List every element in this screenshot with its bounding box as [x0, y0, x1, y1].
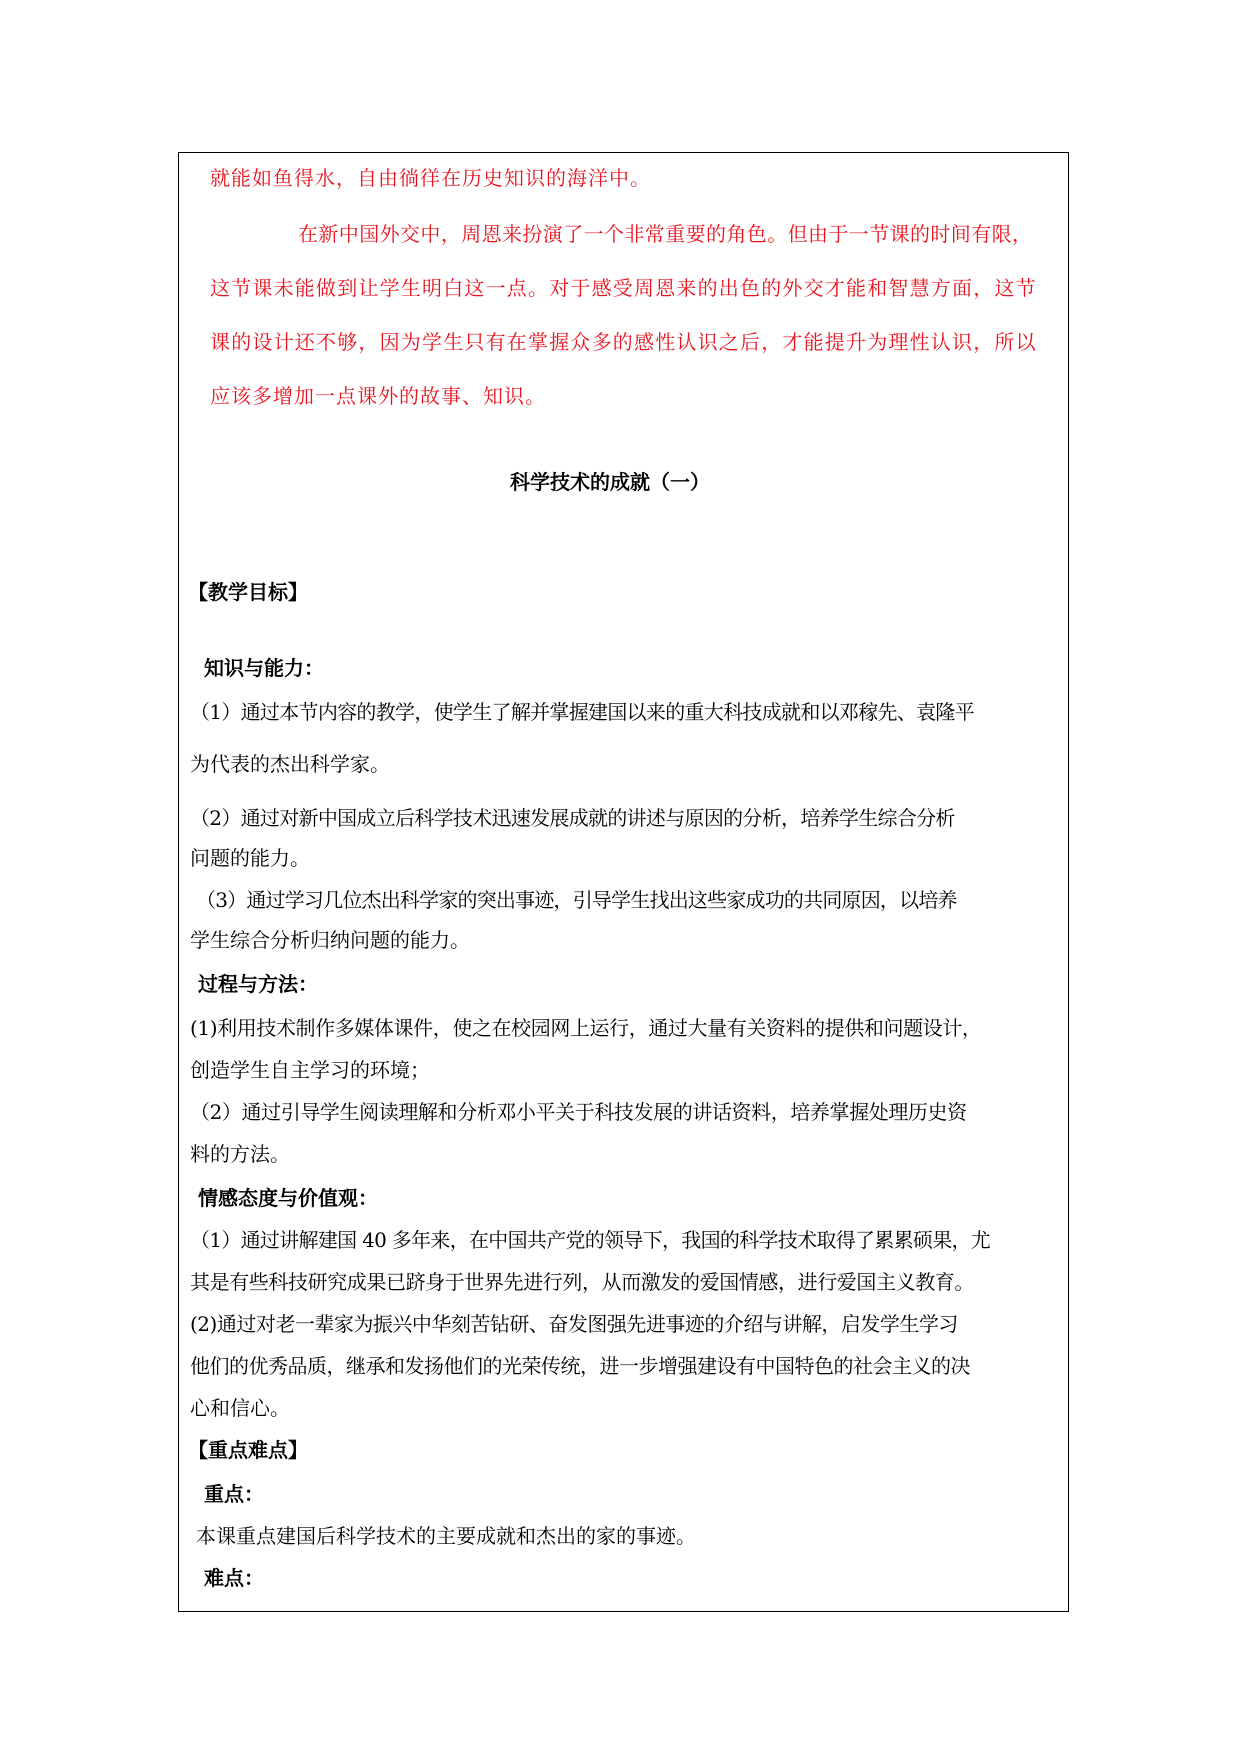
objectives-heading: 【教学目标】 — [188, 580, 308, 604]
reflection-line: 应该多增加一点课外的故事、知识。 — [210, 384, 546, 408]
process-line: （2）通过引导学生阅读理解和分析邓小平关于科技发展的讲话资料，培养掌握处理历史资 — [190, 1100, 967, 1124]
emotion-line: 其是有些科技研究成果已跻身于世界先进行列，从而激发的爱国情感，进行爱国主义教育。 — [190, 1270, 974, 1294]
process-heading: 过程与方法： — [198, 972, 318, 996]
emotion-line: 他们的优秀品质，继承和发扬他们的光荣传统，进一步增强建设有中国特色的社会主义的决 — [190, 1354, 970, 1378]
emotion-line: （1）通过讲解建国 40 多年来，在中国共产党的领导下，我国的科学技术取得了累累硕果，尤 — [190, 1228, 991, 1252]
reflection-line: 这节课未能做到让学生明白这一点。对于感受周恩来的出色的外交才能和智慧方面，这节 — [210, 276, 1037, 300]
emotion-line: 心和信心。 — [190, 1396, 290, 1420]
key-point-heading: 重点： — [204, 1482, 264, 1506]
process-line: (1)利用技术制作多媒体课件，使之在校园网上运行，通过大量有关资料的提供和问题设计， — [190, 1016, 982, 1040]
key-difficulty-heading: 【重点难点】 — [188, 1438, 308, 1462]
process-line: 料的方法。 — [190, 1142, 290, 1166]
emotion-heading: 情感态度与价值观： — [198, 1186, 378, 1210]
knowledge-line: 学生综合分析归纳问题的能力。 — [190, 928, 470, 952]
emotion-line: (2)通过对老一辈家为振兴中华刻苦钻研、奋发图强先进事迹的介绍与讲解，启发学生学习 — [190, 1312, 958, 1336]
knowledge-line: （3）通过学习几位杰出科学家的突出事迹，引导学生找出这些家成功的共同原因，以培养 — [196, 888, 957, 912]
knowledge-line: （2）通过对新中国成立后科学技术迅速发展成就的讲述与原因的分析，培养学生综合分析 — [190, 806, 955, 830]
reflection-line: 课的设计还不够，因为学生只有在掌握众多的感性认识之后，才能提升为理性认识，所以 — [210, 330, 1037, 354]
knowledge-line: 为代表的杰出科学家。 — [190, 752, 390, 776]
knowledge-line: 问题的能力。 — [190, 846, 310, 870]
lesson-plan-frame — [178, 152, 1069, 1612]
key-point-text: 本课重点建国后科学技术的主要成就和杰出的家的事迹。 — [196, 1524, 696, 1548]
reflection-line: 在新中国外交中，周恩来扮演了一个非常重要的角色。但由于一节课的时间有限， — [298, 222, 1033, 246]
process-line: 创造学生自主学习的环境； — [190, 1058, 430, 1082]
difficulty-heading: 难点： — [204, 1566, 264, 1590]
knowledge-line: （1）通过本节内容的教学，使学生了解并掌握建国以来的重大科技成就和以邓稼先、袁隆平 — [190, 700, 975, 724]
knowledge-heading: 知识与能力： — [204, 656, 324, 680]
reflection-line: 就能如鱼得水，自由徜徉在历史知识的海洋中。 — [210, 166, 651, 190]
lesson-title: 科学技术的成就（一） — [510, 470, 710, 494]
